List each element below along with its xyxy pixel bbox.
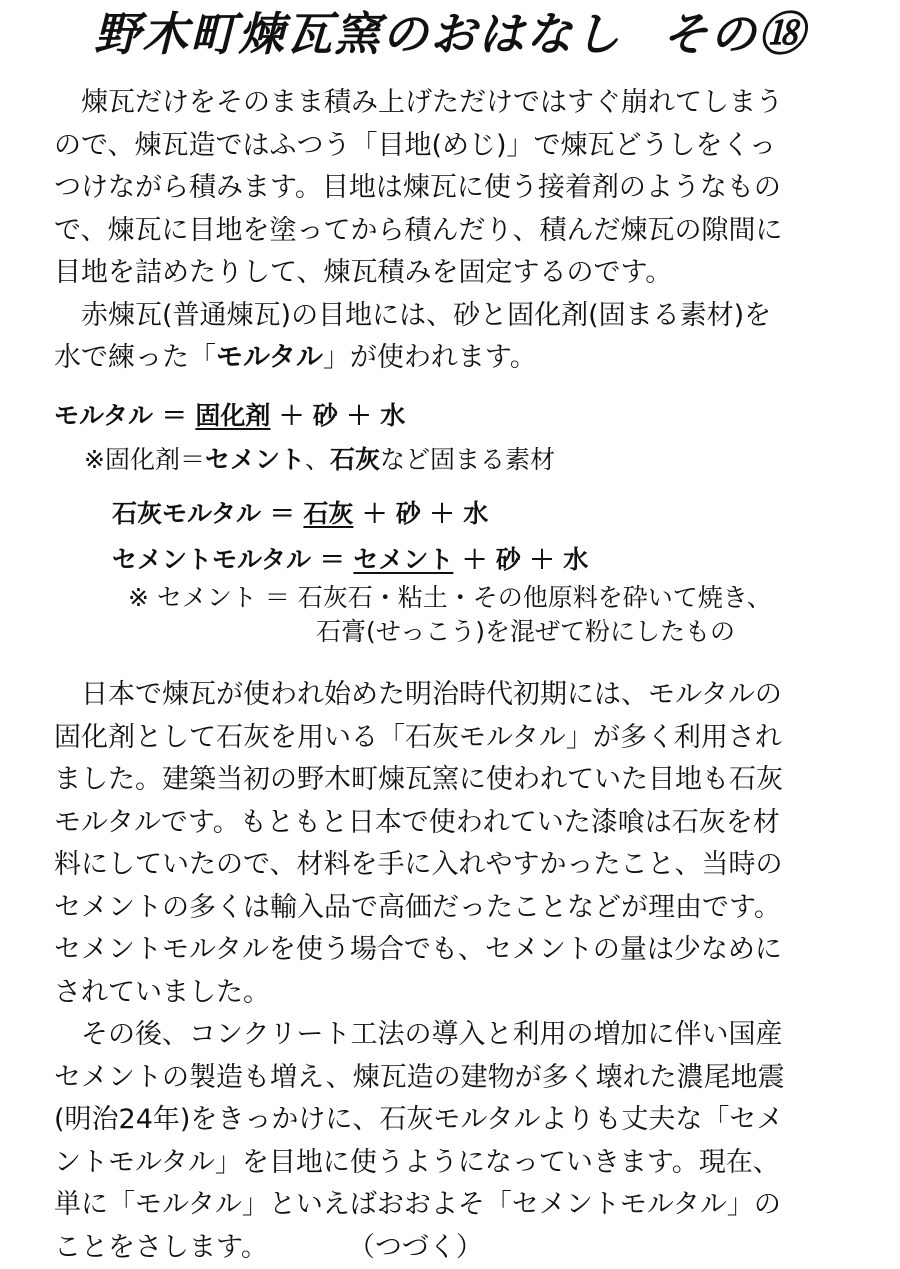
text-line: 目地を詰めたりして、煉瓦積みを固定するのです。 xyxy=(54,252,854,295)
text-line: セメントの多くは輸入品で高価だったことなどが理由です。 xyxy=(54,887,854,930)
formula-key-term: 石灰 xyxy=(303,499,353,528)
page-title xyxy=(0,4,900,64)
note-separator: 、 xyxy=(305,445,330,474)
formula-rest: ＋ 砂 ＋ 水 xyxy=(353,499,488,528)
formula-lhs: セメントモルタル ＝ xyxy=(112,545,353,574)
note-prefix: ※固化剤＝ xyxy=(84,445,205,474)
formula-lhs: 石灰モルタル ＝ xyxy=(112,499,303,528)
mortar-formula xyxy=(54,396,405,432)
cement-term: セメント xyxy=(205,445,305,474)
text-line: セメントモルタルを使う場合でも、セメントの量は少なめに xyxy=(54,929,854,972)
history-paragraph xyxy=(54,674,854,1269)
text-line: つけながら積みます。目地は煉瓦に使う接着剤のようなもの xyxy=(54,167,854,210)
text-line: で、煉瓦に目地を塗ってから積んだり、積んだ煉瓦の隙間に xyxy=(54,210,854,253)
text-line: セメントの製造も増え、煉瓦造の建物が多く壊れた濃尾地震 xyxy=(54,1057,854,1100)
text-line: 赤煉瓦(普通煉瓦)の目地には、砂と固化剤(固まる素材)を xyxy=(54,295,854,338)
text-line: その後、コンクリート工法の導入と利用の増加に伴い国産 xyxy=(54,1014,854,1057)
formula-rest: ＋ 砂 ＋ 水 xyxy=(270,401,405,430)
title-number: その⑱ xyxy=(662,7,806,61)
hardener-note xyxy=(84,440,555,476)
lime-mortar-formula xyxy=(112,494,488,530)
text-line: 料にしていたので、材料を手に入れやすかったこと、当時の xyxy=(54,844,854,887)
formula-key-term: 固化剤 xyxy=(195,401,270,430)
title-text: 野木町煉瓦窯のおはなし xyxy=(94,7,622,61)
intro-paragraph xyxy=(54,82,854,380)
formula-rest: ＋ 砂 ＋ 水 xyxy=(453,545,588,574)
lime-term: 石灰 xyxy=(330,445,380,474)
text-line xyxy=(54,337,854,380)
cement-mortar-formula xyxy=(112,540,588,576)
text-line: ました。建築当初の野木町煉瓦窯に使われていた目地も石灰 xyxy=(54,759,854,802)
formula-lhs: モルタル ＝ xyxy=(54,401,195,430)
text-line: 固化剤として石灰を用いる「石灰モルタル」が多く利用され xyxy=(54,717,854,760)
formula-key-term: セメント xyxy=(353,545,453,574)
text-line: 煉瓦だけをそのまま積み上げただけではすぐ崩れてしまう xyxy=(54,82,854,125)
text-line: 日本で煉瓦が使われ始めた明治時代初期には、モルタルの xyxy=(54,674,854,717)
continued-label: （つづく） xyxy=(348,1232,483,1263)
mortar-term: モルタル xyxy=(216,342,323,373)
text-fragment: ことをさします。 xyxy=(54,1232,268,1263)
cement-note-line-2: 石膏(せっこう)を混ぜて粉にしたもの xyxy=(316,612,735,648)
text-line: モルタルです。もともと日本で使われていた漆喰は石灰を材 xyxy=(54,802,854,845)
text-line: されていました。 xyxy=(54,972,854,1015)
text-line: (明治24年)をきっかけに、石灰モルタルよりも丈夫な「セメ xyxy=(54,1099,854,1142)
text-line: 単に「モルタル」といえばおおよそ「セメントモルタル」の xyxy=(54,1184,854,1227)
text-line: ントモルタル」を目地に使うようになっていきます。現在、 xyxy=(54,1142,854,1185)
text-line xyxy=(54,1227,854,1269)
text-fragment: 水で練った「 xyxy=(54,342,216,373)
text-fragment: 」が使われます。 xyxy=(323,342,537,373)
cement-note-line-1: ※ セメント ＝ 石灰石・粘土・その他原料を砕いて焼き、 xyxy=(128,578,772,614)
note-suffix: など固まる素材 xyxy=(380,445,555,474)
text-line: ので、煉瓦造ではふつう「目地(めじ)」で煉瓦どうしをくっ xyxy=(54,125,854,168)
